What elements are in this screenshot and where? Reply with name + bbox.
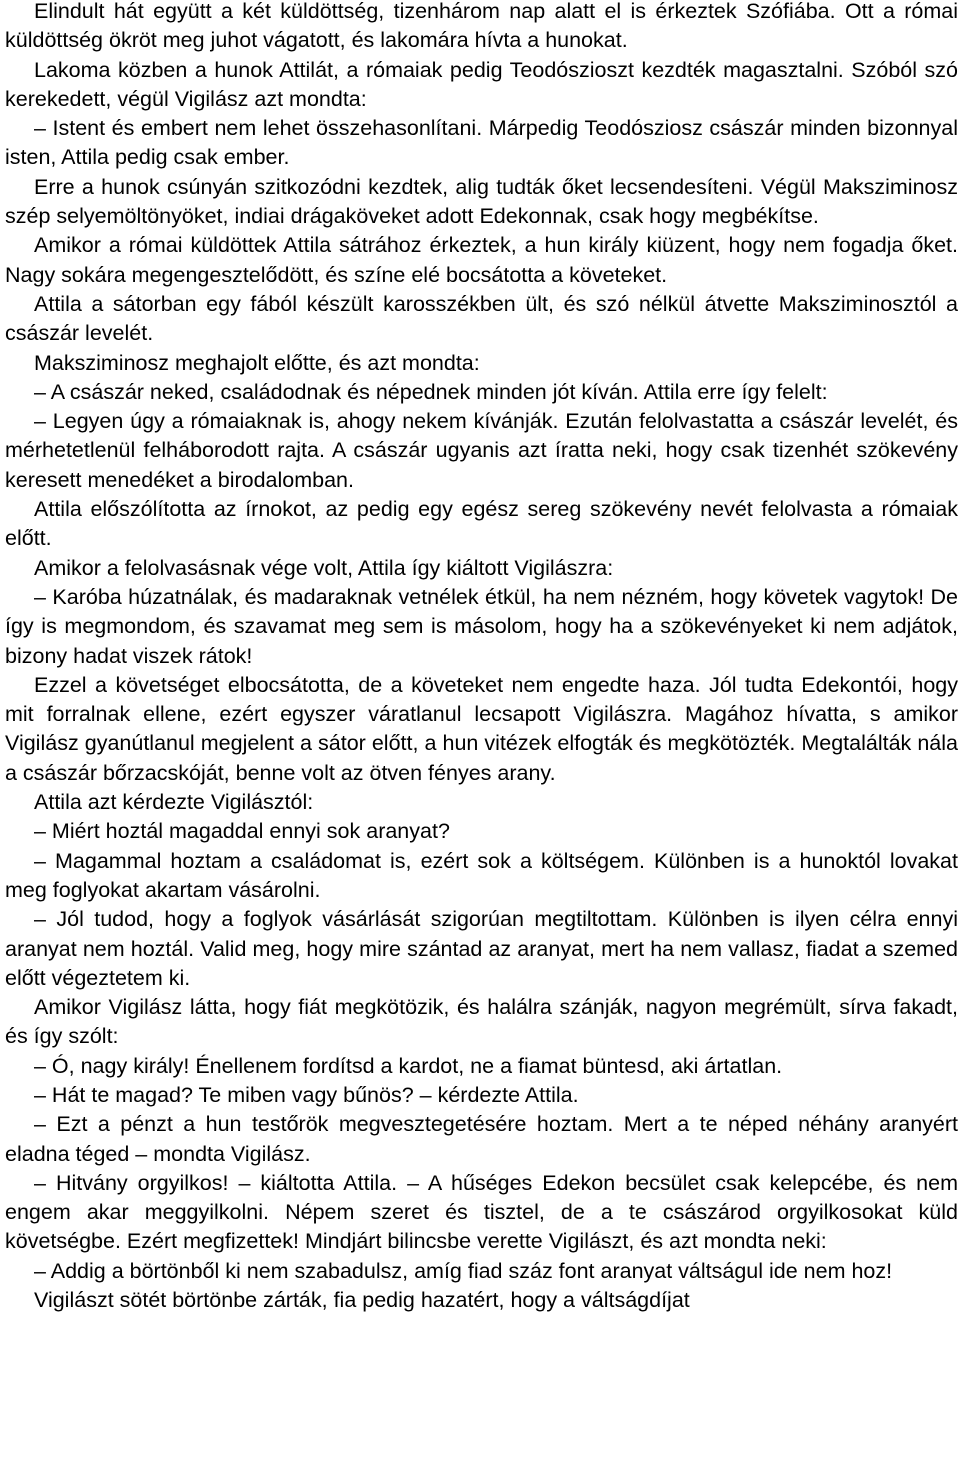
paragraph: Attila előszólította az írnokot, az pedig egy egész sereg szökevény nevét felolvasta a rómaiak előtt. xyxy=(5,497,958,551)
dialogue-line: – Hát te magad? Te miben vagy bűnös? – kérdezte Attila. xyxy=(34,1082,579,1107)
dialogue-line: – Miért hoztál magaddal ennyi sok aranyat? xyxy=(34,819,450,844)
dialogue-line: – Jól tudod, hogy a foglyok vásárlását szigorúan megtiltottam. Különben is ilyen célra ennyi aranyat nem hoztál. Valid meg, hogy mire szántad az aranyat, mert ha nem vallasz, fiadat a szemed előtt végeztetem ki. xyxy=(5,907,958,990)
paragraph: Lakoma közben a hunok Attilát, a rómaiak pedig Teodószioszt kezdték magasztalni. Szóból szó kerekedett, végül Vigilász azt mondta: xyxy=(5,57,958,111)
dialogue-line: – Karóba húzatnálak, és madaraknak vetnélek étkül, ha nem nézném, hogy követek vagytok! De így is megmondom, és szavamat meg sem is másolom, hogy ha a szökevényeket ki nem adjátok, bizony hadat viszek rátok! xyxy=(5,584,958,668)
paragraph: Attila azt kérdezte Vigilásztól: xyxy=(34,790,314,815)
dialogue-line: – Addig a börtönből ki nem szabadulsz, amíg fiad száz font aranyat váltságul ide nem hoz! xyxy=(34,1258,893,1283)
dialogue-line: – Ó, nagy király! Énellenem fordítsd a kardot, ne a fiamat büntesd, aki ártatlan. xyxy=(34,1053,783,1078)
paragraph: Amikor a római küldöttek Attila sátrához érkeztek, a hun király kiüzent, hogy nem fogadja őket. Nagy sokára megengesztelődött, és színe elé bocsátotta a követeket. xyxy=(5,233,958,287)
paragraph: Erre a hunok csúnyán szitkozódni kezdtek, alig tudták őket lecsendesíteni. Végül Maksziminosz szép selyemöltönyöket, indiai drágaköveket adott Edekonnak, csak hogy megbékítse. xyxy=(5,174,958,229)
paragraph: Ezzel a követséget elbocsátotta, de a követeket nem engedte haza. Jól tudta Edekontói, hogy mit forralnak ellene, ezért egyszer váratlanul lecsapott Vigilászra. Magához hívatta, s amikor Vigilász gyanútlanul megjelent a sátor előtt, a hun vitézek elfogták és megkötözték. Megtalálták nála a császár bőrzacskóját, benne volt az ötven fényes arany. xyxy=(5,672,958,785)
paragraph: Vigilászt sötét börtönbe zárták, fia pedig hazatért, hogy a váltságdíjat xyxy=(34,1288,690,1313)
paragraph: Elindult hát együtt a két küldöttség, tizenhárom nap alatt el is érkeztek Szófiába. Ott a római küldöttség ökröt meg juhot vágatott, és lakomára hívta a hunokat. xyxy=(5,0,958,53)
dialogue-line: – A császár neked, családodnak és népednek minden jót kíván. Attila erre így felelt: xyxy=(34,379,828,404)
dialogue-line: – Legyen úgy a rómaiaknak is, ahogy nekem kívánják. Ezután felolvastatta a császár levelét, és mérhetetlenül felháborodott rajta. A császár ugyanis azt íratta neki, hogy csak tizenhét szökevény keresett menedéket a birodalomban. xyxy=(5,409,958,492)
paragraph: Amikor a felolvasásnak vége volt, Attila így kiáltott Vigilászra: xyxy=(34,555,614,580)
dialogue-line: – Ezt a pénzt a hun testőrök megvesztegetésére hoztam. Mert a te néped néhány aranyért eladna téged – mondta Vigilász. xyxy=(5,1112,958,1166)
paragraph: Amikor Vigilász látta, hogy fiát megkötözik, és halálra szánják, nagyon megrémült, sírva fakadt, és így szólt: xyxy=(5,995,958,1049)
dialogue-line: – Magammal hoztam a családomat is, ezért sok a költségem. Különben is a hunoktól lovakat meg foglyokat akartam vásárolni. xyxy=(5,848,958,902)
dialogue-line: – Hitvány orgyilkos! – kiáltotta Attila. – A hűséges Edekon becsület csak kelepcébe, és nem engem akar meggyilkolni. Népem szeret és tisztel, de a te császárod orgyilkosokat küld követségbe. Ezért megfizettek! Mindjárt bilincsbe verette Vigilászt, és azt mondta neki: xyxy=(5,1170,958,1254)
paragraph: Maksziminosz meghajolt előtte, és azt mondta: xyxy=(34,350,480,375)
paragraph: Attila a sátorban egy fából készült karosszékben ült, és szó nélkül átvette Maksziminosztól a császár levelét. xyxy=(5,291,958,346)
dialogue-line: – Istent és embert nem lehet összehasonlítani. Márpedig Teodósziosz császár minden bizonnyal isten, Attila pedig csak ember. xyxy=(5,116,958,170)
document-text xyxy=(5,0,958,1315)
